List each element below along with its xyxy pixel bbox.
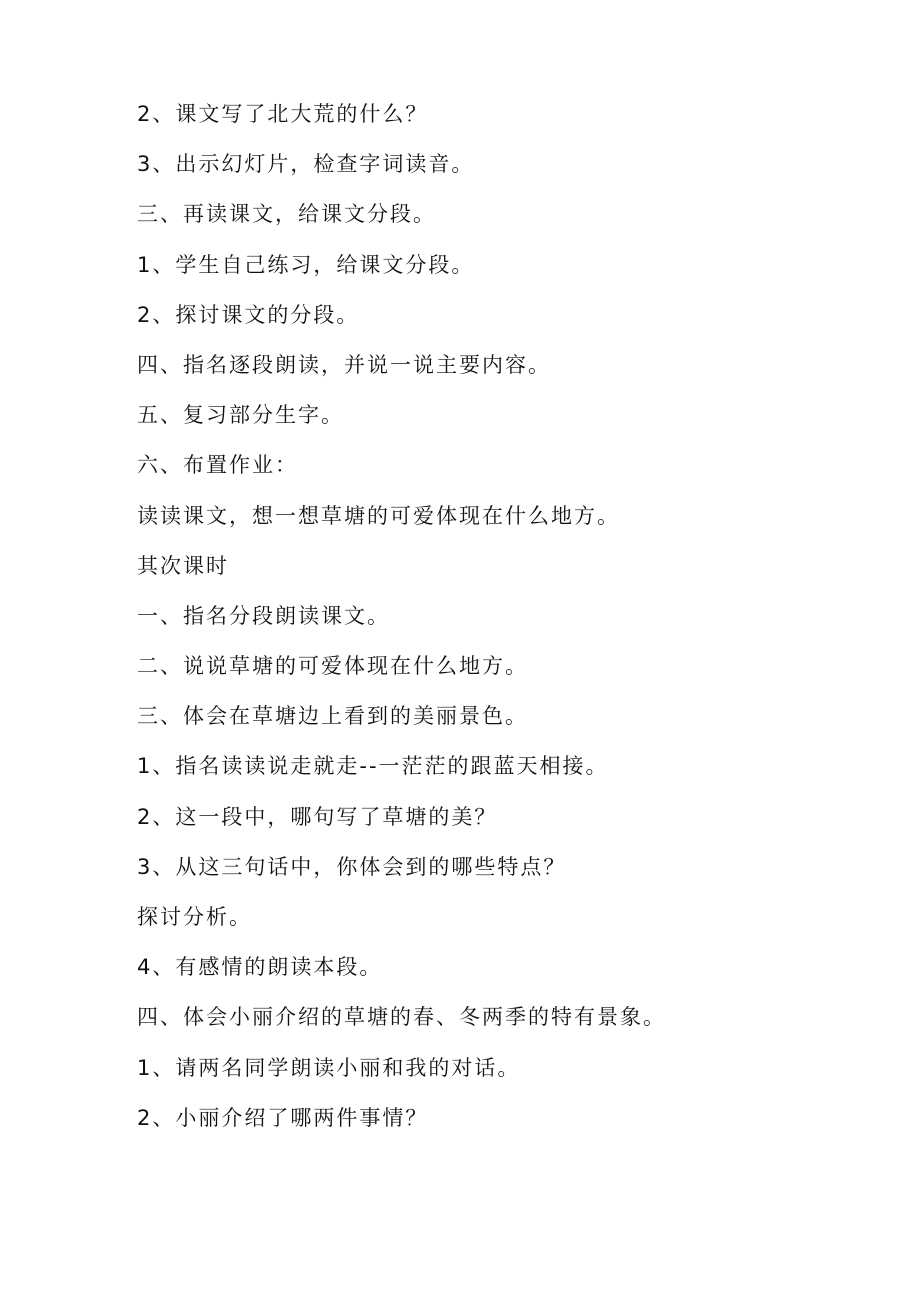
document-body xyxy=(137,95,857,1149)
lesson-title: 其次课时 xyxy=(137,553,229,578)
section-heading: 四、体会小丽介绍的草塘的春、冬两季的特有景象。 xyxy=(137,1005,666,1030)
text-line: 1、学生自己练习，给课文分段。 xyxy=(137,252,475,277)
text-line: 2、课文写了北大荒的什么？ xyxy=(137,102,429,126)
text-line: 2、这一段中，哪句写了草塘的美？ xyxy=(137,804,498,829)
text-line: 1、指名读读说走就走--一茫茫的跟蓝天相接。 xyxy=(137,754,609,779)
section-heading: 一、指名分段朗读课文。 xyxy=(137,603,390,628)
section-heading: 六、布置作业： xyxy=(137,453,298,478)
text-line: 探讨分析。 xyxy=(137,905,252,929)
section-heading: 二、说说草塘的可爱体现在什么地方。 xyxy=(137,654,528,679)
section-heading: 五、复习部分生字。 xyxy=(137,403,344,428)
text-line: 2、探讨课文的分段。 xyxy=(137,302,360,327)
section-heading: 四、指名逐段朗读，并说一说主要内容。 xyxy=(137,352,551,377)
text-line: 读读课文，想一想草塘的可爱体现在什么地方。 xyxy=(137,503,620,528)
text-line: 3、从这三句话中，你体会到的哪些特点？ xyxy=(137,854,567,879)
section-heading: 三、再读课文，给课文分段。 xyxy=(137,202,436,227)
text-line: 2、小丽介绍了哪两件事情？ xyxy=(137,1105,429,1130)
section-heading: 三、体会在草塘边上看到的美丽景色。 xyxy=(137,704,528,729)
text-line: 3、出示幻灯片，检查字词读音。 xyxy=(137,152,475,177)
text-line: 1、请两名同学朗读小丽和我的对话。 xyxy=(137,1055,521,1080)
text-line: 4、有感情的朗读本段。 xyxy=(137,955,383,980)
